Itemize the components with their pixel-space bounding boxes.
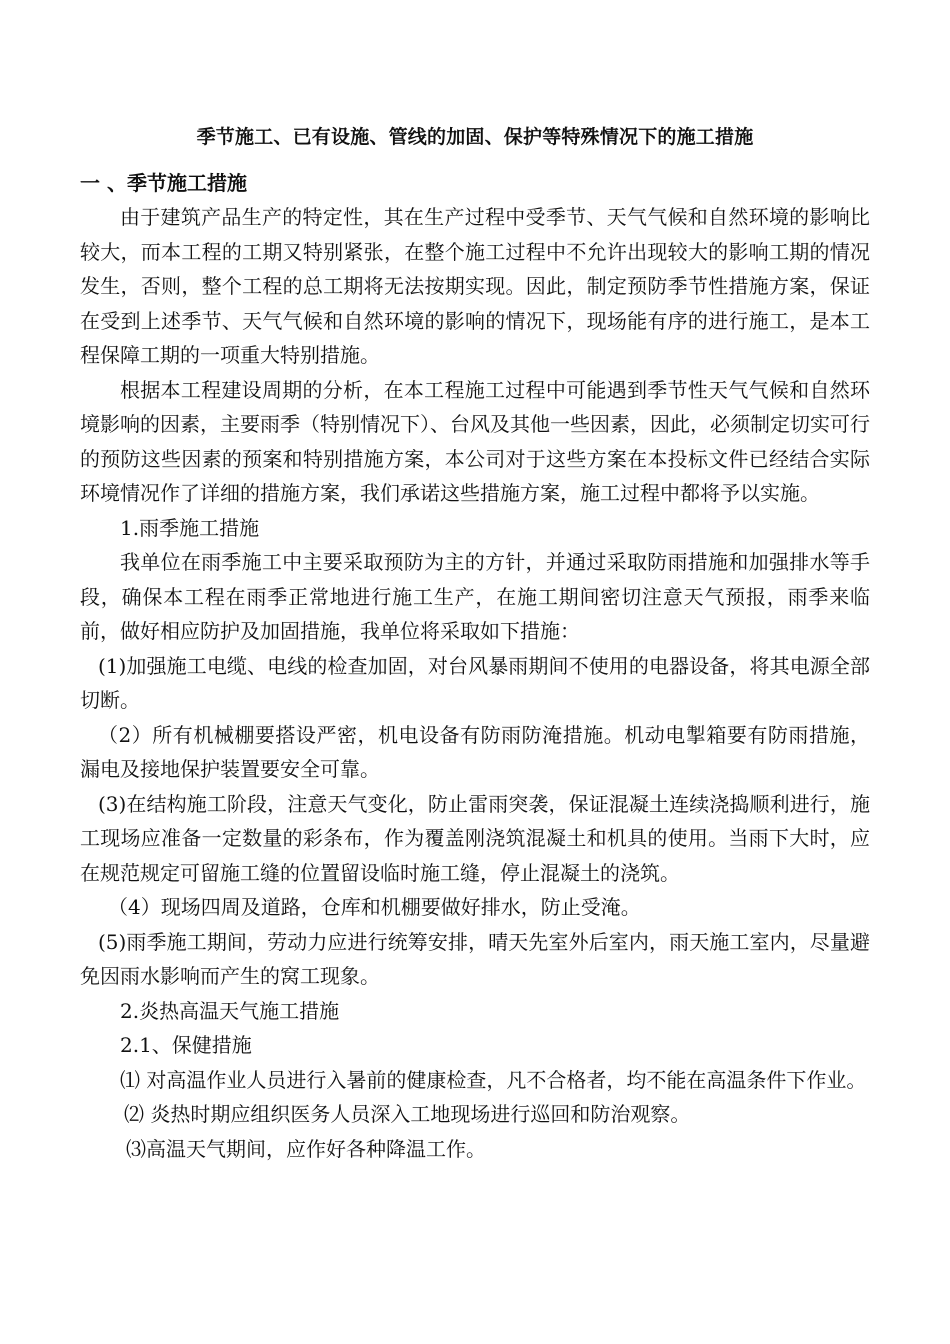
paragraph-seasonal-intro: 由于建筑产品生产的特定性，其在生产过程中受季节、天气气候和自然环境的影响比较大，而本工程的工期又特别紧张，在整个施工过程中不允许出现较大的影响工期的情况发生，否则，整个工程的总工期将无法按期实现。因此，制定预防季节性措施方案，保证在受到上述季节、天气气候和自然环境的影响的情况下，现场能有序的进行施工，是本工程保障工期的一项重大特别措施。 (80, 205, 870, 367)
subheading-health: 2.1、保健措施 (120, 1033, 252, 1057)
subheading-heat: 2.炎热高温天气施工措施 (120, 998, 340, 1023)
rain-item-1: (1)加强施工电缆、电线的检查加固，对台风暴雨期间不使用的电器设备，将其电源全部切断。 (80, 653, 870, 712)
heat-item-2: ⑵ 炎热时期应组织医务人员深入工地现场进行巡回和防治观察。 (124, 1102, 691, 1126)
heat-item-1: ⑴ 对高温作业人员进行入暑前的健康检查，凡不合格者，均不能在高温条件下作业。 (120, 1067, 867, 1092)
document-title: 季节施工、已有设施、管线的加固、保护等特殊情况下的施工措施 (196, 126, 754, 148)
paragraph-rain-intro: 我单位在雨季施工中主要采取预防为主的方针，并通过采取防雨措施和加强排水等手段，确保本工程在雨季正常地进行施工生产，在施工期间密切注意天气预报，雨季来临前，做好相应防护及加固措施，我单位将采取如下措施： (80, 550, 870, 643)
heat-item-3: ⑶高温天气期间，应作好各种降温工作。 (126, 1136, 486, 1161)
paragraph-seasonal-analysis: 根据本工程建设周期的分析，在本工程施工过程中可能遇到季节性天气气候和自然环境影响的因素，主要雨季（特别情况下）、台风及其他一些因素，因此，必须制定切实可行的预防这些因素的预案和特别措施方案，本公司对于这些方案在本投标文件已经结合实际环境情况作了详细的措施方案，我们承诺这些措施方案，施工过程中都将予以实施。 (80, 377, 870, 505)
subheading-rain: 1.雨季施工措施 (120, 515, 260, 540)
section-heading-seasonal: 一 、季节施工措施 (80, 171, 247, 195)
rain-item-4: （4）现场四周及道路，仓库和机棚要做好排水，防止受淹。 (108, 895, 641, 919)
rain-item-5: (5)雨季施工期间，劳动力应进行统筹安排，晴天先室外后室内，雨天施工室内，尽量避免因雨水影响而产生的窝工现象。 (80, 929, 870, 988)
document-body (80, 120, 870, 1166)
rain-item-3: (3)在结构施工阶段，注意天气变化，防止雷雨突袭，保证混凝土连续浇捣顺利进行，施工现场应准备一定数量的彩条布，作为覆盖刚浇筑混凝土和机具的使用。当雨下大时，应在规范规定可留施工缝的位置留设临时施工缝，停止混凝土的浇筑。 (80, 791, 870, 885)
rain-item-2: （2）所有机械棚要搭设严密，机电设备有防雨防淹措施。机动电掣箱要有防雨措施，漏电及接地保护装置要安全可靠。 (80, 722, 870, 781)
